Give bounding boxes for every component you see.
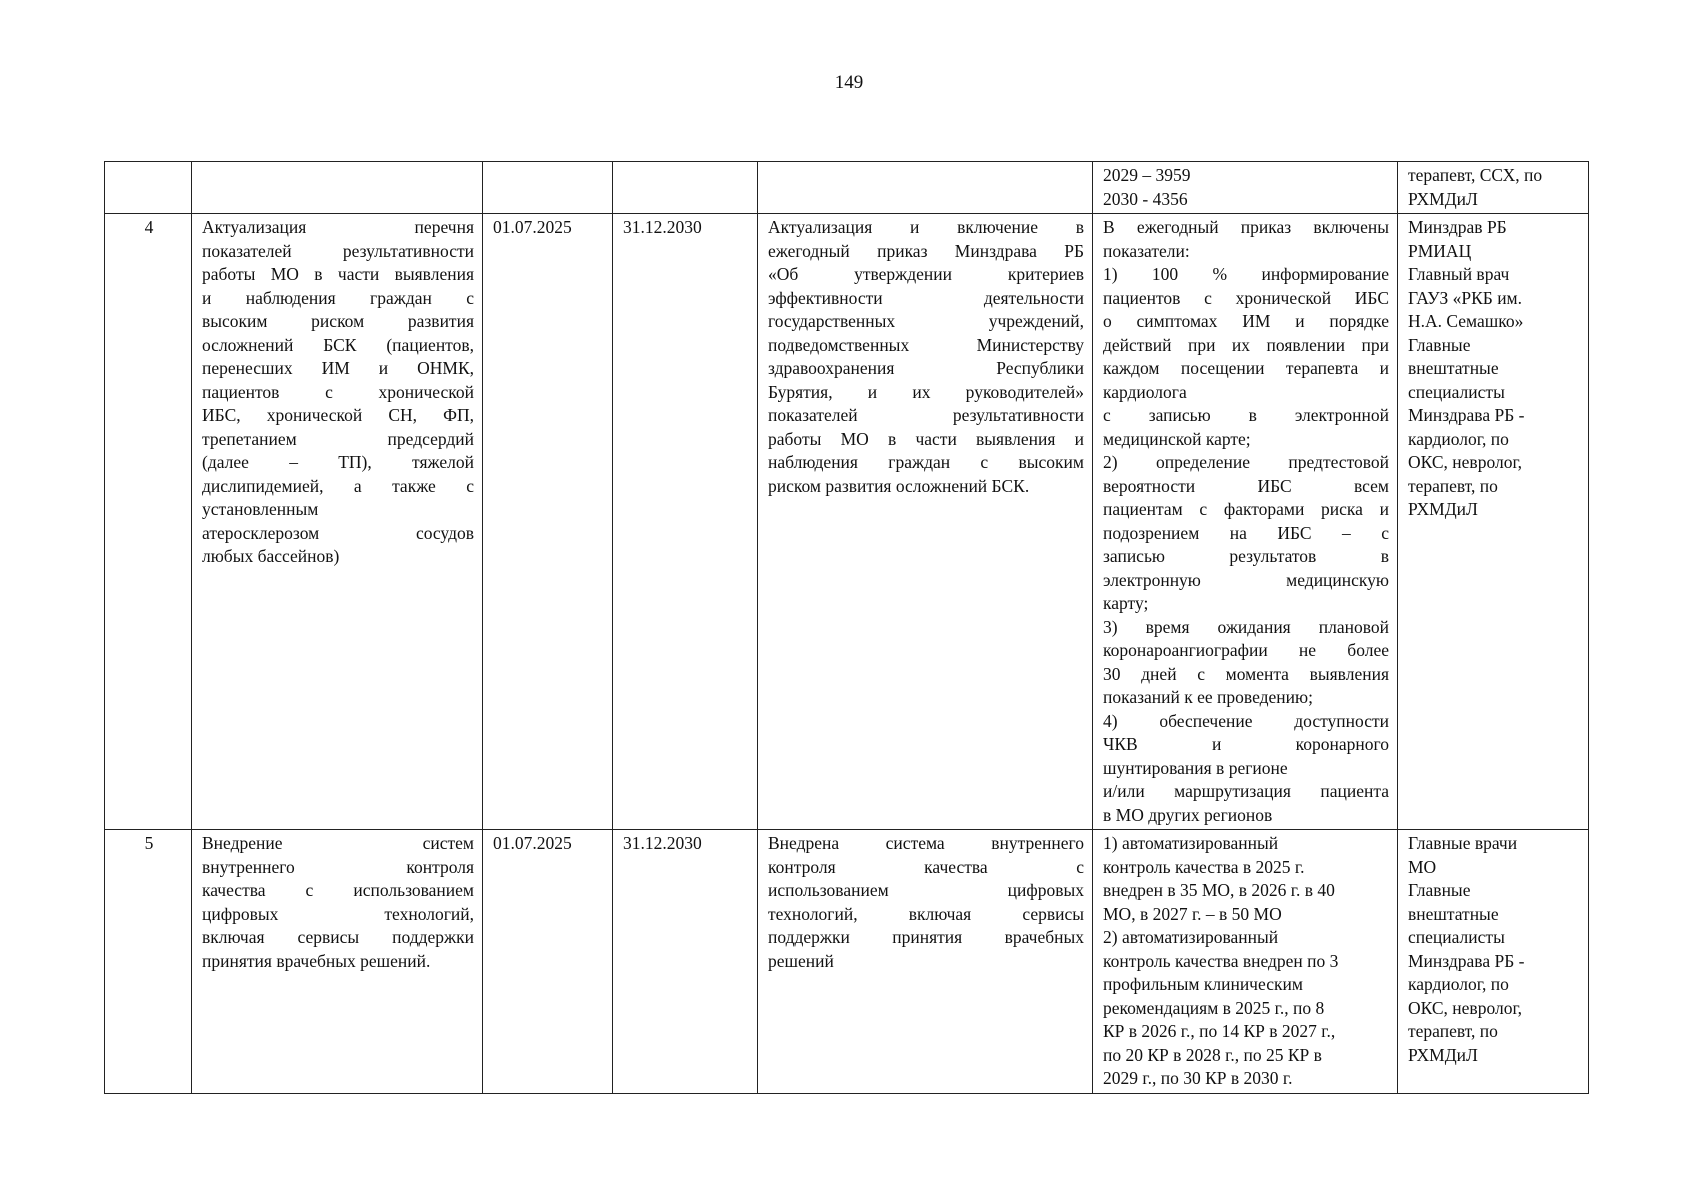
cell-event	[192, 830, 483, 1094]
cell-line: действий при их появлении при	[1103, 334, 1389, 355]
cell-line: МО	[1408, 856, 1437, 877]
cell-indicators	[1093, 830, 1398, 1094]
cell-result	[758, 214, 1093, 830]
cell-line: Внедрена система внутреннего	[768, 833, 1084, 853]
cell-line: 30 дней с момента выявления	[1103, 663, 1389, 684]
cell-line: Актуализация и включение в	[768, 217, 1084, 237]
cell-line: ИБС, хронической СН, ФП,	[202, 405, 474, 425]
cell-end: 31.12.2030	[613, 214, 758, 830]
cell-line: ГАУЗ «РКБ им.	[1408, 287, 1523, 308]
cell-line: вероятности ИБС всем	[1103, 475, 1389, 496]
cell-line: кардиолог, по	[1408, 428, 1509, 449]
cell-line: Внедрение систем	[202, 833, 474, 853]
cell-line: подведомственных Министерству	[768, 334, 1084, 355]
cell-line: показателей результативности	[768, 405, 1084, 425]
cell-start	[483, 162, 613, 214]
cell-line: МО, в 2027 г. – в 50 МО	[1103, 903, 1282, 924]
cell-start: 01.07.2025	[483, 214, 613, 830]
cell-num: 4	[105, 214, 192, 830]
cell-line: ОКС, невролог,	[1408, 997, 1523, 1018]
cell-line: специалисты	[1408, 381, 1505, 402]
cell-line: кардиолога	[1103, 381, 1187, 402]
continuation-row	[105, 162, 1589, 214]
cell-line: специалисты	[1408, 927, 1505, 947]
cell-line: 3) время ожидания плановой	[1103, 616, 1389, 637]
cell-end: 31.12.2030	[613, 830, 758, 1094]
cell-line: с записью в электронной	[1103, 405, 1389, 425]
cell-line: ОКС, невролог,	[1408, 452, 1523, 472]
cell-line: любых бассейнов)	[202, 546, 340, 566]
cell-line: цифровых технологий,	[202, 903, 474, 924]
cell-line: высоким риском развития	[202, 311, 474, 331]
cell-line: риском развития осложнений БСК.	[768, 475, 1030, 496]
cell-line: коронароангиографии не более	[1103, 640, 1389, 660]
cell-responsible	[1398, 162, 1589, 214]
cell-line: профильным клиническим	[1103, 974, 1303, 994]
cell-line: наблюдения граждан с высоким	[768, 452, 1084, 472]
cell-line: (далее – ТП), тяжелой	[202, 452, 474, 472]
cell-line: 2) определение предтестовой	[1103, 452, 1389, 472]
cell-line: пациентов с хронической ИБС	[1103, 287, 1389, 308]
cell-end	[613, 162, 758, 214]
cell-line: Бурятия, и их руководителей»	[768, 381, 1084, 402]
cell-line: карту;	[1103, 593, 1149, 613]
cell-line: Главный врач	[1408, 264, 1510, 284]
cell-line: принятия врачебных решений.	[202, 950, 431, 971]
cell-start: 01.07.2025	[483, 830, 613, 1094]
cell-line: работы МО в части выявления и	[768, 428, 1084, 449]
responsible-line: терапевт, ССХ, по	[1408, 165, 1543, 185]
cell-line: шунтирования в регионе	[1103, 757, 1288, 778]
cell-line: ежегодный приказ Минздрава РБ	[768, 240, 1084, 261]
cell-result	[758, 830, 1093, 1094]
indicator-line: 2030 - 4356	[1103, 188, 1188, 209]
cell-line: Актуализация перечня	[202, 217, 474, 237]
cell-line: о симптомах ИМ и порядке	[1103, 311, 1389, 331]
cell-line: атеросклерозом сосудов	[202, 522, 474, 543]
cell-line: Главные врачи	[1408, 833, 1518, 853]
cell-line: перенесших ИМ и ОНМК,	[202, 358, 474, 378]
cell-line: и/или маршрутизация пациента	[1103, 781, 1389, 801]
cell-line: контроля качества с	[768, 856, 1084, 877]
cell-line: здравоохранения Республики	[768, 358, 1084, 378]
cell-line: пациентам с факторами риска и	[1103, 499, 1389, 519]
cell-line: 4) обеспечение доступности	[1103, 710, 1389, 731]
cell-event	[192, 162, 483, 214]
cell-line: дислипидемией, а также с	[202, 475, 474, 496]
cell-line: медицинской карте;	[1103, 428, 1251, 449]
cell-line: контроль качества в 2025 г.	[1103, 856, 1305, 877]
cell-line: контроль качества внедрен по 3	[1103, 950, 1339, 971]
cell-line: внутреннего контроля	[202, 856, 474, 877]
cell-line: Главные	[1408, 334, 1471, 355]
cell-line: подозрением на ИБС – с	[1103, 522, 1389, 543]
cell-line: показателей результативности	[202, 240, 474, 261]
cell-line: Н.А. Семашко»	[1408, 311, 1524, 331]
cell-line: записью результатов в	[1103, 546, 1389, 566]
cell-line: КР в 2026 г., по 14 КР в 2027 г.,	[1103, 1021, 1336, 1041]
cell-line: технологий, включая сервисы	[768, 903, 1084, 924]
cell-line: РХМДиЛ	[1408, 499, 1478, 519]
cell-responsible	[1398, 214, 1589, 830]
cell-line: терапевт, по	[1408, 475, 1498, 496]
cell-line: и наблюдения граждан с	[202, 287, 474, 308]
cell-responsible	[1398, 830, 1589, 1094]
cell-line: использованием цифровых	[768, 880, 1084, 900]
cell-line: эффективности деятельности	[768, 287, 1084, 308]
cell-result	[758, 162, 1093, 214]
cell-line: работы МО в части выявления	[202, 264, 474, 284]
cell-indicators	[1093, 162, 1398, 214]
table-row	[105, 214, 1589, 830]
cell-line: показаний к ее проведению;	[1103, 687, 1313, 707]
cell-line: в МО других регионов	[1103, 804, 1273, 825]
cell-line: рекомендациям в 2025 г., по 8	[1103, 997, 1325, 1018]
cell-line: каждом посещении терапевта и	[1103, 358, 1389, 378]
cell-line: показатели:	[1103, 240, 1190, 261]
cell-line: РХМДиЛ	[1408, 1044, 1478, 1065]
cell-line: Минздрава РБ -	[1408, 950, 1525, 971]
cell-line: Минздрав РБ	[1408, 217, 1507, 237]
cell-line: РМИАЦ	[1408, 240, 1472, 261]
cell-line: решений	[768, 950, 834, 971]
cell-line: В ежегодный приказ включены	[1103, 217, 1389, 237]
cell-line: качества с использованием	[202, 880, 474, 900]
cell-num: 5	[105, 830, 192, 1094]
cell-line: ЧКВ и коронарного	[1103, 734, 1389, 754]
cell-line: внештатные	[1408, 903, 1499, 924]
cell-line: установленным	[202, 499, 319, 519]
cell-num	[105, 162, 192, 214]
measures-table	[104, 161, 1589, 1094]
cell-line: 2029 г., по 30 КР в 2030 г.	[1103, 1068, 1293, 1088]
responsible-line: РХМДиЛ	[1408, 188, 1478, 209]
cell-line: Главные	[1408, 880, 1471, 900]
cell-line: включая сервисы поддержки	[202, 927, 474, 947]
cell-line: осложнений БСК (пациентов,	[202, 334, 474, 355]
cell-event	[192, 214, 483, 830]
cell-line: внештатные	[1408, 358, 1499, 378]
page-number: 149	[834, 72, 864, 93]
cell-line: Минздрава РБ -	[1408, 405, 1525, 425]
indicator-line: 2029 – 3959	[1103, 165, 1191, 185]
cell-line: трепетанием предсердий	[202, 428, 474, 449]
cell-line: терапевт, по	[1408, 1021, 1498, 1041]
cell-indicators	[1093, 214, 1398, 830]
cell-line: внедрен в 35 МО, в 2026 г. в 40	[1103, 880, 1335, 900]
cell-line: государственных учреждений,	[768, 311, 1084, 331]
cell-line: «Об утверждении критериев	[768, 264, 1084, 284]
cell-line: электронную медицинскую	[1103, 569, 1389, 590]
table-row	[105, 830, 1589, 1094]
cell-line: 1) автоматизированный	[1103, 833, 1279, 853]
cell-line: по 20 КР в 2028 г., по 25 КР в	[1103, 1044, 1322, 1065]
cell-line: 2) автоматизированный	[1103, 927, 1279, 947]
cell-line: 1) 100 % информирование	[1103, 264, 1389, 284]
cell-line: кардиолог, по	[1408, 974, 1509, 994]
cell-line: поддержки принятия врачебных	[768, 927, 1084, 947]
cell-line: пациентов с хронической	[202, 381, 474, 402]
